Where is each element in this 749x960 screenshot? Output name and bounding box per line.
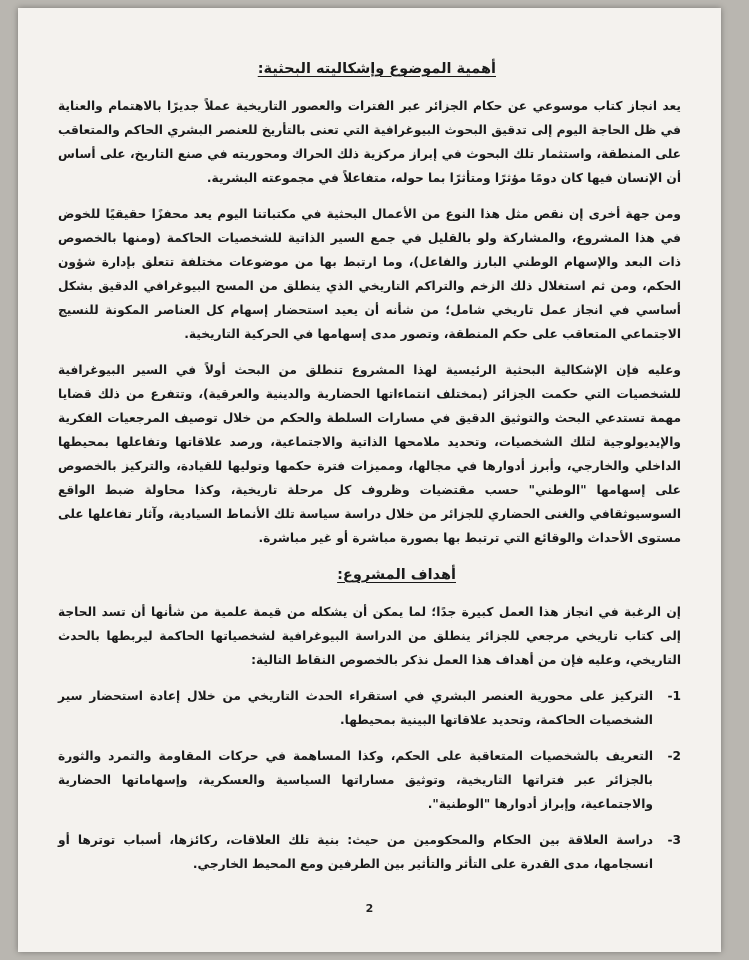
goal-item-2 xyxy=(58,744,681,816)
goal-item-3 xyxy=(58,828,681,876)
goal-number: -1 xyxy=(667,689,681,703)
paragraph-goals-intro: إن الرغبة في انجاز هذا العمل كبيرة جدًا؛ لما يمكن أن يشكله من قيمة علمية من شأنها أن تسد الحاجة إلى كتاب تاريخي مرجعي للجزائر ينطلق من الدراسة البيوغرافية لشخصياتها الحاكمة ليربطها بالحدث التاريخي، وعليه فإن من أهداف هذا العمل نذكر بالخصوص النقاط التالية: xyxy=(58,605,681,667)
goal-text: التعريف بالشخصيات المتعاقبة على الحكم، وكذا المساهمة في حركات المقاومة والتمرد والثورة بالجزائر عبر فتراتها التاريخية، وتوثيق مساراتها السياسية والعسكرية، وإسهاماتها الحضارية والاجتماعية، وإبراز أدوارها "الوطنية". xyxy=(58,749,653,811)
goal-item-1 xyxy=(58,684,681,732)
section-title-goals: أهداف المشروع: xyxy=(337,567,456,583)
page-number: 2 xyxy=(365,902,374,915)
goal-text: دراسة العلاقة بين الحكام والمحكومين من حيث: بنية تلك العلاقات، ركائزها، أسباب توترها أو انسجامها، مدى القدرة على التأثر والتأثير بين الطرفين ومع المحيط الخارجي. xyxy=(58,833,653,871)
page-content xyxy=(58,58,681,876)
paragraph-importance-1: يعد انجاز كتاب موسوعي عن حكام الجزائر عبر الفترات والعصور التاريخية عملاً جديرًا بالاهتمام والعناية في ظل الحاجة اليوم إلى تدقيق البحوث البيوغرافية التي تعنى بالتأريخ للعنصر البشري الحاكم والمتعاقب على المنطقة، واستثمار تلك البحوث في إبراز مركزية ذلك الحراك ومحوريته في صنع التاريخ، على أساس أن الإنسان فيها كان دومًا مؤثرًا ومتأثرًا بما حوله، متفاعلاً في مجموعته البشرية. xyxy=(58,99,681,185)
goal-number: -3 xyxy=(667,833,681,847)
goal-number: -2 xyxy=(667,749,681,763)
section-title-importance: أهمية الموضوع وإشكاليته البحثية: xyxy=(257,61,496,77)
document-page xyxy=(18,8,721,952)
goal-text: التركيز على محورية العنصر البشري في استقراء الحدث التاريخي من خلال إعادة استحضار سير الشخصيات الحاكمة، وتحديد علاقاتها البينية بمحيطها. xyxy=(58,689,653,727)
paragraph-problematic: وعليه فإن الإشكالية البحثية الرئيسية لهذا المشروع تنطلق من البحث أولاً في السير البيوغرافية للشخصيات التي حكمت الجزائر (بمختلف انتماءاتها الحضارية والدينية والعرقية)، وتتفرع من ذلك قضايا مهمة تستدعي البحث والتوثيق الدقيق في مسارات السلطة والحكم من خلال توصيف المرجعيات الفكرية والإيديولوجية لتلك الشخصيات، وتحديد ملامحها الذاتية والاجتماعية، ورصد علاقاتها وتفاعلها بمحيطها الداخلي والخارجي، وأبرز أدوارها في مجالها، ومميزات فترة حكمها وتوليها للقيادة، والتركيز بالخصوص على إسهامها "الوطني" حسب مقتضيات وظروف كل مرحلة تاريخية، وكذا محاولة ضبط الواقع السوسيوثقافي والغنى الحضاري للجزائر من خلال دراسة سياسة تلك الأنماط السيادية، وآثار تفاعلها على مستوى الأحداث والوقائع التي ترتبط بها بصورة مباشرة أو غير مباشرة. xyxy=(58,363,681,545)
paragraph-importance-2: ومن جهة أخرى إن نقص مثل هذا النوع من الأعمال البحثية في مكتباتنا اليوم يعد محفزًا حقيقيًا للخوض في هذا المشروع، والمشاركة ولو بالقليل في جمع السير الذاتية للشخصيات الحاكمة (ومنها بالخصوص ذات البعد والإسهام الوطني البارز والفاعل)، وما ارتبط بها من موضوعات مختلفة تتعلق بإدارة شؤون الحكم، ومن ثم استغلال ذلك الزخم والتراكم التاريخي الذي ينطلق من المسح البيوغرافي الدقيق بشكل أساسي في انجاز عمل تاريخي شامل؛ من شأنه أن يعيد استحضار إسهام كل العناصر المكونة للنسيج الاجتماعي المتعاقب على حكم المنطقة، وتصور مدى إسهامها في الحركية التاريخية. xyxy=(58,207,681,341)
